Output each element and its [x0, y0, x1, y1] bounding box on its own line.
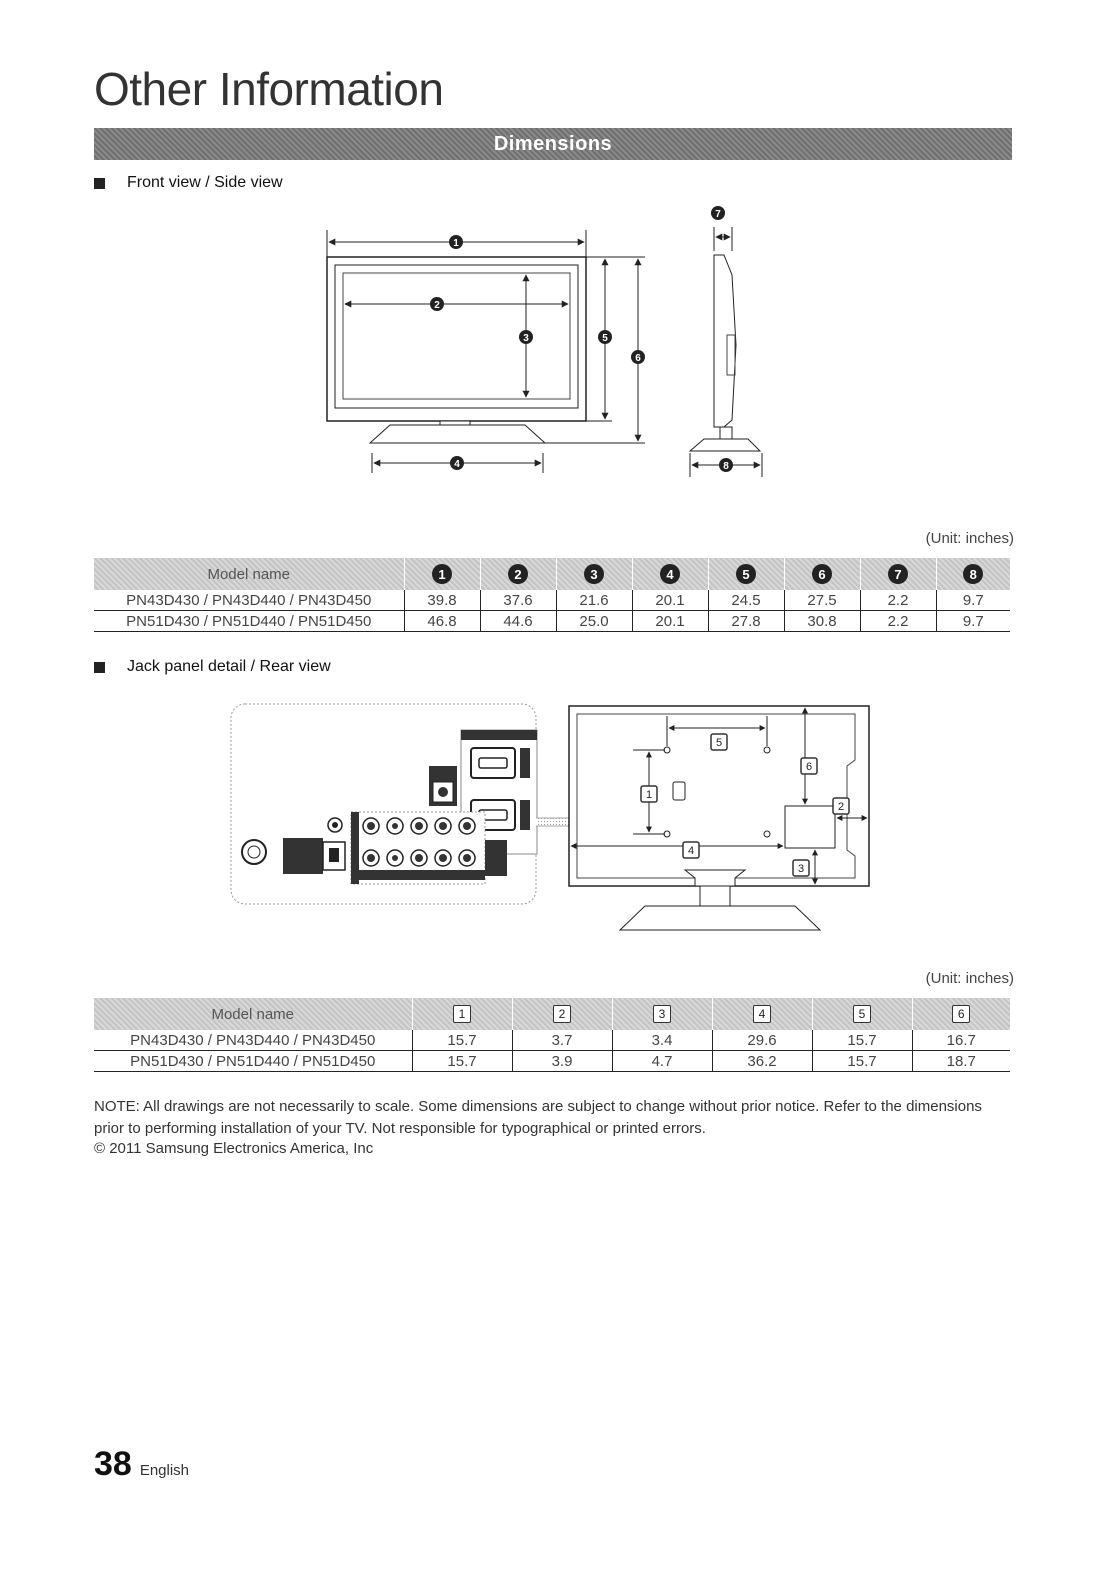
banner-title: Dimensions — [493, 132, 613, 155]
dim-label-5 — [598, 330, 612, 344]
model-cell: PN43D430 / PN43D440 / PN43D450 — [94, 1030, 412, 1051]
value-cell: 24.5 — [708, 590, 784, 611]
col-label-3: 3 — [653, 1005, 671, 1023]
model-cell: PN51D430 / PN51D440 / PN51D450 — [94, 1051, 412, 1072]
dim-label-8 — [719, 458, 733, 472]
model-cell: PN43D430 / PN43D440 / PN43D450 — [94, 590, 404, 611]
dimensions-table-rear — [94, 998, 1010, 1072]
table-header-row — [94, 558, 1010, 590]
col-label-1: 1 — [432, 564, 452, 584]
bullet-icon — [94, 178, 105, 189]
rear-dim-label-3 — [793, 860, 809, 876]
value-cell: 39.8 — [404, 590, 480, 611]
header-model-name: Model name — [94, 998, 412, 1030]
rear-dim-label-6 — [801, 758, 817, 774]
value-cell: 2.2 — [860, 590, 936, 611]
value-cell: 20.1 — [632, 611, 708, 632]
value-cell: 27.8 — [708, 611, 784, 632]
value-cell: 46.8 — [404, 611, 480, 632]
dim-label-6 — [631, 350, 645, 364]
col-label-7: 7 — [888, 564, 908, 584]
col-label-6: 6 — [952, 1005, 970, 1023]
value-cell: 2.2 — [860, 611, 936, 632]
col-label-4: 4 — [660, 564, 680, 584]
col-label-6: 6 — [812, 564, 832, 584]
table-row — [94, 611, 1010, 632]
svg-text:2: 2 — [434, 300, 440, 311]
front-side-view-diagram — [300, 195, 780, 495]
jack-panel-heading-text: Jack panel detail / Rear view — [127, 658, 331, 675]
value-cell: 44.6 — [480, 611, 556, 632]
value-cell: 15.7 — [812, 1051, 912, 1072]
col-label-8: 8 — [963, 564, 983, 584]
svg-text:1: 1 — [645, 789, 653, 801]
front-view-heading — [94, 174, 283, 192]
jack-panel-rear-view-diagram — [225, 700, 875, 935]
value-cell: 36.2 — [712, 1051, 812, 1072]
col-label-5: 5 — [853, 1005, 871, 1023]
value-cell: 27.5 — [784, 590, 860, 611]
svg-text:4: 4 — [687, 845, 695, 857]
rear-dim-label-4 — [683, 842, 699, 858]
rear-dim-label-1 — [641, 786, 657, 802]
value-cell: 29.6 — [712, 1030, 812, 1051]
value-cell: 15.7 — [412, 1030, 512, 1051]
jack-panel-heading — [94, 658, 331, 676]
value-cell: 4.7 — [612, 1051, 712, 1072]
section-banner — [94, 128, 1012, 160]
value-cell: 3.9 — [512, 1051, 612, 1072]
page-footer — [94, 1445, 189, 1484]
value-cell: 20.1 — [632, 590, 708, 611]
value-cell: 15.7 — [812, 1030, 912, 1051]
value-cell: 3.4 — [612, 1030, 712, 1051]
header-model-name: Model name — [94, 558, 404, 590]
value-cell: 9.7 — [936, 590, 1010, 611]
rear-dim-label-2 — [833, 798, 849, 814]
copyright-text: © 2011 Samsung Electronics America, Inc — [94, 1140, 374, 1157]
value-cell: 25.0 — [556, 611, 632, 632]
svg-text:6: 6 — [805, 761, 813, 773]
dim-label-7 — [711, 206, 725, 220]
rear-dim-label-5 — [711, 734, 727, 750]
svg-text:1: 1 — [453, 238, 459, 249]
page-number: 38 — [94, 1445, 132, 1483]
model-cell: PN51D430 / PN51D440 / PN51D450 — [94, 611, 404, 632]
svg-text:8: 8 — [723, 461, 729, 472]
dim-label-2 — [430, 297, 444, 311]
svg-text:5: 5 — [602, 333, 608, 344]
col-label-4: 4 — [753, 1005, 771, 1023]
unit-label-1: (Unit: inches) — [925, 530, 1014, 547]
svg-text:5: 5 — [715, 737, 723, 749]
value-cell: 21.6 — [556, 590, 632, 611]
col-label-2: 2 — [553, 1005, 571, 1023]
svg-text:3: 3 — [797, 863, 805, 875]
dim-label-3 — [519, 330, 533, 344]
value-cell: 15.7 — [412, 1051, 512, 1072]
table-row — [94, 1030, 1010, 1051]
col-label-1: 1 — [453, 1005, 471, 1023]
svg-text:7: 7 — [715, 209, 721, 220]
svg-text:6: 6 — [635, 353, 641, 364]
dim-label-4 — [450, 456, 464, 470]
front-view-heading-text: Front view / Side view — [127, 174, 283, 191]
dim-label-1 — [449, 235, 463, 249]
bullet-icon — [94, 662, 105, 673]
svg-text:3: 3 — [523, 333, 529, 344]
unit-label-2: (Unit: inches) — [925, 970, 1014, 987]
svg-text:2: 2 — [837, 801, 845, 813]
value-cell: 18.7 — [912, 1051, 1010, 1072]
value-cell: 16.7 — [912, 1030, 1010, 1051]
table-row — [94, 1051, 1010, 1072]
value-cell: 37.6 — [480, 590, 556, 611]
value-cell: 30.8 — [784, 611, 860, 632]
table-header-row — [94, 998, 1010, 1030]
page-title: Other Information — [94, 63, 444, 115]
page-language: English — [139, 1462, 190, 1479]
value-cell: 3.7 — [512, 1030, 612, 1051]
col-label-5: 5 — [736, 564, 756, 584]
value-cell: 9.7 — [936, 611, 1010, 632]
table-row — [94, 590, 1010, 611]
col-label-2: 2 — [508, 564, 528, 584]
svg-text:4: 4 — [454, 459, 460, 470]
note-text: NOTE: All drawings are not necessarily to scale. Some dimensions are subject to change without prior notice. Refer to the dimensions prior to performing installation of your TV. Not responsible for typographical or printed errors. — [94, 1098, 982, 1137]
col-label-3: 3 — [584, 564, 604, 584]
dimensions-table-front — [94, 558, 1010, 632]
